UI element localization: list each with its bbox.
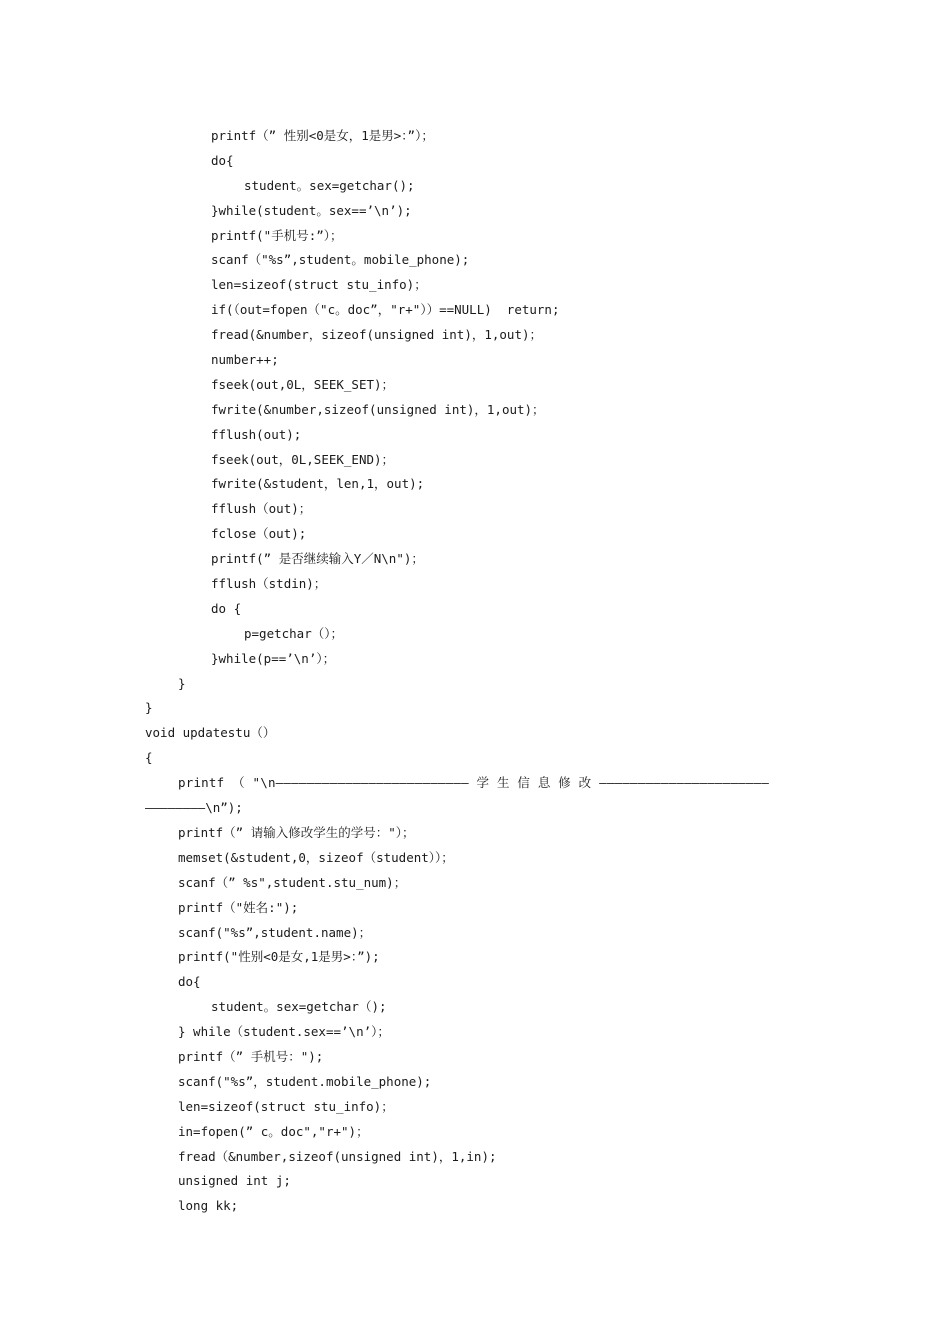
code-line: fclose（out); [211,526,307,542]
code-line: unsigned int j; [178,1173,291,1189]
code-line: } [145,700,153,716]
code-line: fwrite(&number,sizeof(unsigned int)，1,out)； [211,401,545,417]
code-line: printf（” 性别<0是女，1是男>：”）； [211,128,434,143]
code-line: fwrite(&student，len,1，out); [211,476,425,492]
code-line: } [178,675,186,691]
code-line: ————————\n”); [145,800,243,816]
code-line: len=sizeof(struct stu_info)； [178,1098,394,1114]
code-line: fflush(out); [211,426,302,442]
code-line: scanf("%s”,student.name)； [178,924,372,940]
code-line: scanf("%s”，student.mobile_phone); [178,1073,432,1089]
code-line: printf("手机号:”）； [211,227,343,243]
code-line: }while(p==’\n’）； [211,650,336,666]
code-line: fseek(out,0L，SEEK_SET)； [211,376,395,392]
code-line: fflush（stdin)； [211,576,327,592]
code-listing [145,124,835,1219]
code-line: fflush（out)； [211,501,312,517]
code-line: printf（” 请输入修改学生的学号："）； [178,824,415,840]
code-line: fread（&number,sizeof(unsigned int)，1,in); [178,1148,497,1164]
code-line: printf("性别<0是女,1是男>：”); [178,949,380,965]
code-line: } while（student.sex==’\n’）； [178,1024,390,1040]
code-line: student。sex=getchar(); [244,177,415,193]
code-line: len=sizeof(struct stu_info)； [211,277,427,293]
code-line: long kk; [178,1198,239,1214]
code-line: printf（"姓名:"); [178,899,299,915]
code-line: number++; [211,352,279,368]
code-line: memset(&student,0，sizeof（student））； [178,849,454,865]
code-line: p=getchar（）； [244,625,343,641]
code-line: printf(” 是否继续输入Y／N\n")； [211,551,424,567]
code-line: do { [211,600,242,616]
code-line: student。sex=getchar（); [211,999,387,1015]
code-line: void updatestu（） [145,725,276,741]
code-line: }while(student。sex==’\n’); [211,202,412,218]
code-line: scanf（"%s”,student。mobile_phone); [211,252,470,268]
code-line: in=fopen(” c。doc","r+")； [178,1123,369,1139]
code-line: printf （ "\n————————————————————————— 学 生 信 息 修 改 —————————————————————— [178,775,770,791]
code-line: do{ [178,974,201,990]
code-line: scanf（” %s",student.stu_num)； [178,874,407,890]
code-line: printf（” 手机号："); [178,1048,324,1064]
code-line: fseek(out，0L,SEEK_END)； [211,451,395,467]
code-line: do{ [211,152,234,168]
code-line: { [145,750,153,766]
code-line: fread(&number，sizeof(unsigned int)，1,out)； [211,327,542,343]
code-line: if(（out=fopen（"c。doc”，"r+"））==NULL) return; [211,302,560,318]
